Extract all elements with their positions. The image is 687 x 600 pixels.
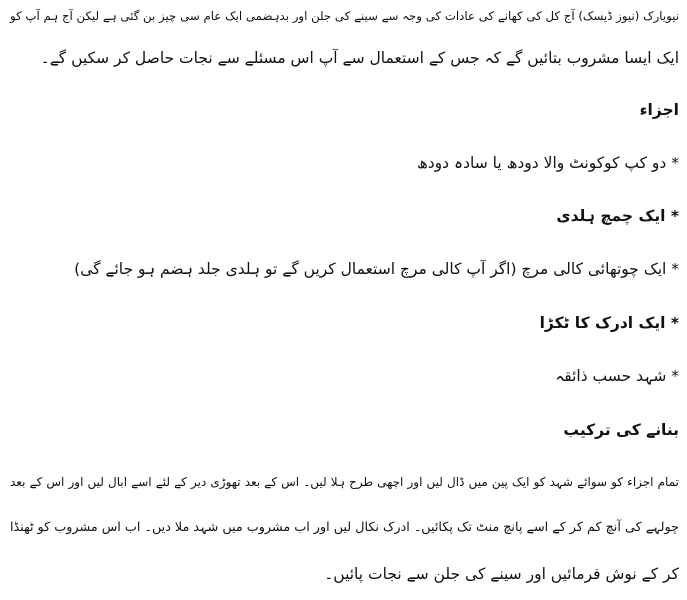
method-line-3: کر کے نوش فرمائیں اور سینے کی جلن سے نجات پائیں۔ [324,565,679,583]
ingredient-item: * ایک چوتھائی کالی مرچ (اگر آپ کالی مرچ استعمال کریں گے تو ہلدی جلد ہضم ہو جائے گی) [74,260,679,278]
ingredients-heading: اجزاء [639,101,679,119]
ingredient-item: * شہد حسب ذائقہ [555,367,679,385]
ingredient-item: * ایک چمچ ہلدی [556,207,679,225]
intro-line-1: نیویارک (نیوز ڈیسک) آج کل کی کھانے کی عادات کی وجہ سے سینے کی جلن اور بدہضمی ایک عام سی چیز بن گئی ہے لیکن آج ہم آپ کو [10,9,679,23]
ingredient-item: * دو کپ کوکونٹ والا دودھ یا سادہ دودھ [416,154,679,172]
method-line-1: تمام اجزاء کو سوائے شہد کو ایک پین میں ڈال لیں اور اچھی طرح ہلا لیں۔ اس کے بعد تھوڑی دیر کے لئے اسے ابال لیں اور اس کے بعد [10,475,679,489]
method-heading: بنانے کی ترکیب [563,421,679,439]
intro-line-2: ایک ایسا مشروب بتائیں گے کہ جس کے استعمال سے آپ اس مسئلے سے نجات حاصل کر سکیں گے۔ [40,49,679,67]
method-line-2: چولہے کی آنچ کم کر کے اسے پانچ منٹ تک پکائیں۔ ادرک نکال لیں اور اب مشروب میں شہد ملا دیں۔ اب اس مشروب کو ٹھنڈا [10,520,679,535]
ingredient-item: * ایک ادرک کا ٹکڑا [539,314,679,332]
